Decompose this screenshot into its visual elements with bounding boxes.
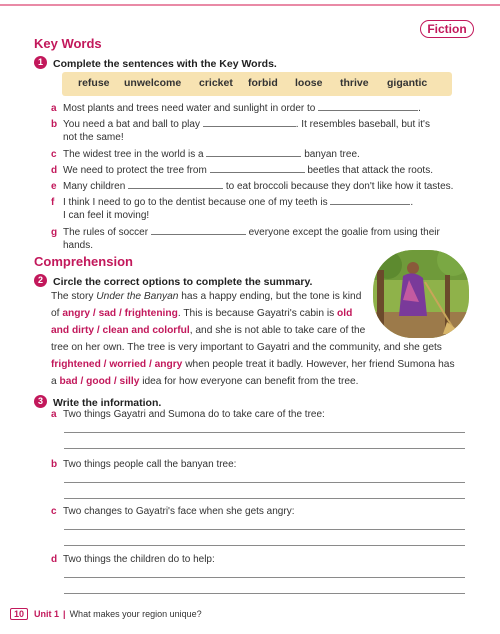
writing-line[interactable] (64, 482, 465, 483)
sentence-item-b-continued: not the same! (63, 132, 124, 143)
option-angry-2[interactable]: angry (154, 359, 183, 370)
option-clean-and-colorful[interactable]: clean and colorful (102, 325, 190, 336)
summary-text: of (51, 308, 63, 319)
item-label: g (51, 227, 58, 238)
summary-line-1 (51, 288, 471, 306)
exercise-number-1: 1 (34, 56, 47, 69)
sentence-item-a (51, 101, 421, 116)
item-label: d (51, 165, 58, 176)
summary-text: , and she is not able to take care of the (189, 325, 366, 336)
item-label: b (51, 119, 58, 130)
writing-line[interactable] (64, 432, 465, 433)
option-separator: / (111, 376, 120, 387)
option-good[interactable]: good (86, 376, 112, 387)
option-separator: / (77, 376, 87, 387)
item-text: Many children (63, 181, 126, 192)
item-text: Two changes to Gayatri's face when she gets angry: (63, 506, 295, 517)
option-bad[interactable]: bad (59, 376, 78, 387)
option-separator: / (100, 359, 110, 370)
item-text: The rules of soccer (63, 227, 149, 238)
exercise-1-instruction (34, 54, 277, 72)
answer-blank[interactable] (210, 163, 305, 173)
item-text: The widest tree in the world is a (63, 149, 204, 160)
option-separator: / (90, 308, 99, 319)
summary-text: . This is because Gayatri's cabin is (177, 308, 338, 319)
item-text: Two things people call the banyan tree: (63, 459, 237, 470)
writing-line[interactable] (64, 498, 465, 499)
item-label: d (51, 554, 58, 565)
exercise-number-3: 3 (34, 395, 47, 408)
unit-label: Unit 1 (34, 609, 60, 619)
item-label: c (51, 149, 57, 160)
word-bank (62, 72, 452, 96)
comprehension-heading: Comprehension (34, 254, 133, 269)
option-frightened[interactable]: frightened (51, 359, 101, 370)
writing-line[interactable] (64, 529, 465, 530)
page-footer (10, 608, 202, 620)
option-old-and-dirty[interactable]: old (337, 308, 353, 319)
word-bank-item: forbid (248, 77, 278, 89)
story-title: Under the Banyan (96, 291, 179, 302)
item-text: You need a bat and ball to play (63, 119, 200, 130)
unit-separator: | (63, 609, 66, 619)
answer-blank[interactable] (206, 147, 301, 157)
item-label: b (51, 459, 58, 470)
sentence-item-f-continued: I can feel it moving! (63, 210, 150, 221)
item-text: We need to protect the tree from (63, 165, 207, 176)
sentence-item-g (51, 225, 440, 240)
option-separator: / (116, 308, 125, 319)
word-bank-item: gigantic (387, 77, 428, 89)
instruction-text: Circle the correct options to complete the summary. (53, 276, 313, 288)
write-item-c (51, 505, 294, 519)
summary-text: when people treat it badly. However, her friend Sumona has (182, 359, 455, 370)
item-text: I think I need to go to the dentist because one of my teeth is (63, 197, 328, 208)
option-frightening[interactable]: frightening (124, 308, 178, 319)
page-number: 10 (10, 608, 28, 620)
fiction-tag: Fiction (420, 20, 474, 38)
summary-line-5 (51, 356, 471, 374)
answer-blank[interactable] (330, 195, 410, 205)
option-separator: / (146, 359, 155, 370)
writing-line[interactable] (64, 448, 465, 449)
summary-line-3 (51, 322, 471, 340)
item-label: a (51, 103, 57, 114)
option-angry[interactable]: angry (62, 308, 91, 319)
item-label: f (51, 197, 55, 208)
word-bank-item: refuse (78, 77, 110, 89)
summary-text: has a happy ending, but the tone is kind (178, 291, 362, 302)
item-label: c (51, 506, 57, 517)
sentence-item-g-continued: hands. (63, 240, 94, 251)
write-item-a (51, 408, 325, 422)
item-text: . It resembles baseball, but it's (295, 119, 430, 130)
sentence-item-b (51, 117, 430, 132)
instruction-text: Complete the sentences with the Key Words. (53, 58, 277, 70)
writing-line[interactable] (64, 593, 465, 594)
word-bank-item: loose (295, 77, 323, 89)
option-sad[interactable]: sad (98, 308, 117, 319)
exercise-number-2: 2 (34, 274, 47, 287)
writing-line[interactable] (64, 577, 465, 578)
summary-text: The story (51, 291, 97, 302)
summary-line-2 (51, 305, 471, 323)
write-item-d (51, 553, 215, 567)
key-words-heading: Key Words (34, 36, 102, 51)
sentence-item-d (51, 163, 433, 178)
item-text: everyone except the goalie from using their (248, 227, 440, 238)
writing-line[interactable] (64, 545, 465, 546)
item-label: a (51, 409, 57, 420)
item-text: Two things Gayatri and Sumona do to take care of the tree: (63, 409, 325, 420)
summary-line-4: tree on her own. The tree is very important to Gayatri and the community, and she gets (51, 342, 442, 353)
item-text: to eat broccoli because they don't like how it tastes. (225, 181, 454, 192)
instruction-text: Write the information. (53, 397, 162, 409)
option-separator: / (94, 325, 103, 336)
answer-blank[interactable] (318, 101, 418, 111)
summary-text: idea for how everyone can benefit from the tree. (139, 376, 359, 387)
item-text: . (410, 197, 414, 208)
write-item-b (51, 458, 236, 472)
sentence-item-f (51, 195, 413, 210)
answer-blank[interactable] (128, 179, 223, 189)
top-rule (0, 4, 500, 6)
word-bank-item: thrive (340, 77, 369, 89)
item-text: Most plants and trees need water and sunlight in order to (63, 103, 316, 114)
sentence-item-e (51, 179, 453, 194)
item-label: e (51, 181, 57, 192)
word-bank-item: cricket (199, 77, 233, 89)
unit-title: What makes your region unique? (69, 609, 202, 619)
option-silly[interactable]: silly (119, 376, 140, 387)
item-text: Two things the children do to help: (63, 554, 215, 565)
item-text: . (418, 103, 421, 114)
answer-blank[interactable] (151, 225, 246, 235)
summary-text: a (51, 376, 60, 387)
sentence-item-c (51, 147, 360, 162)
item-text: beetles that attack the roots. (307, 165, 433, 176)
summary-line-6 (51, 373, 471, 391)
option-old-and-dirty[interactable]: and dirty (51, 325, 95, 336)
answer-blank[interactable] (203, 117, 296, 127)
option-worried[interactable]: worried (109, 359, 147, 370)
item-text: banyan tree. (304, 149, 360, 160)
word-bank-item: unwelcome (124, 77, 182, 89)
